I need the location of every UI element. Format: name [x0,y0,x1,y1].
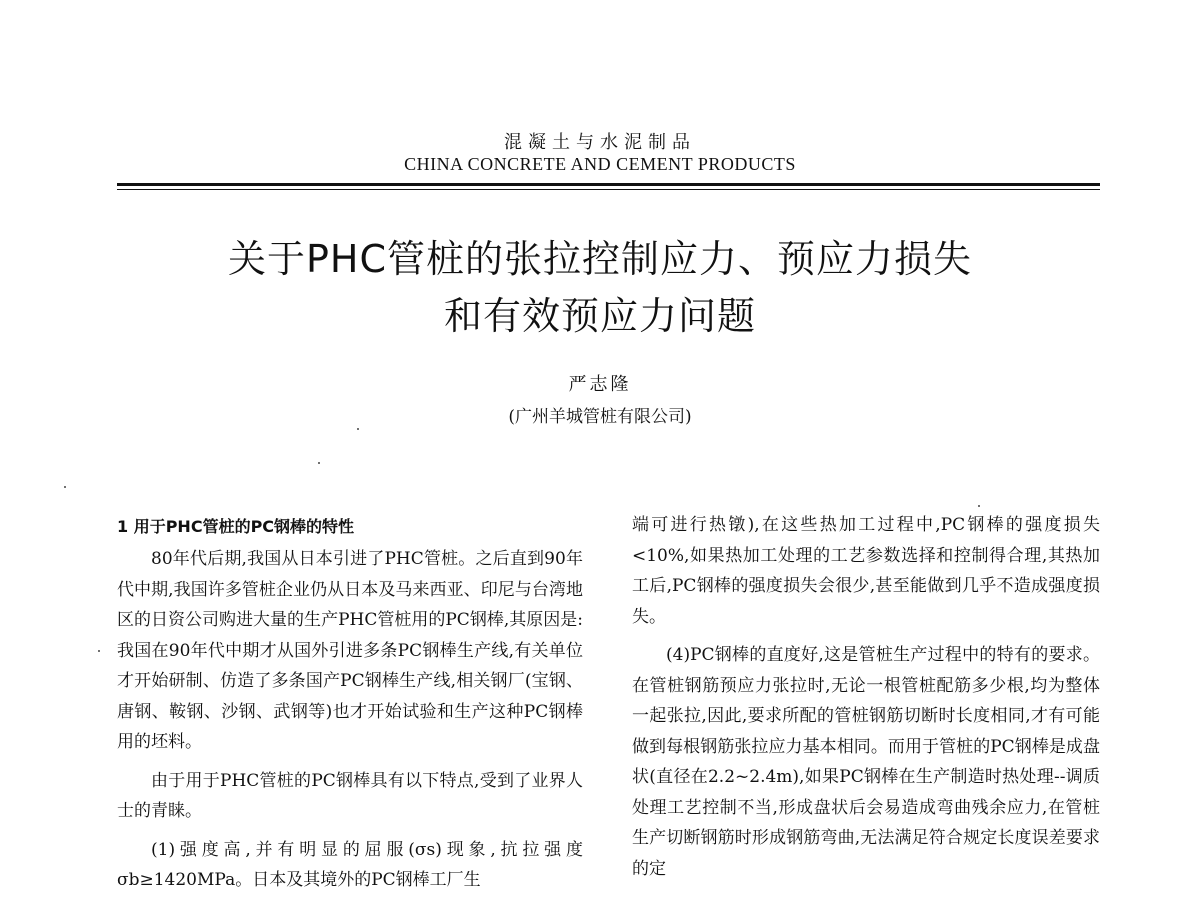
body-paragraph: (4)PC钢棒的直度好,这是管桩生产过程中的特有的要求。在管桩钢筋预应力张拉时,无论一根管桩配筋多少根,均为整体一起张拉,因此,要求所配的管桩钢筋切断时长度相同,才有可能做到每根钢筋张拉应力基本相同。而用于管桩的PC钢棒是成盘状(直径在2.2~2.4m),如果PC钢棒在生产制造时热处理--调质处理工艺控制不当,形成盘状后会易造成弯曲残余应力,在管桩生产切断钢筋时形成钢筋弯曲,无法满足符合规定长度误差要求的定 [632,645,1100,879]
scan-speck [357,428,359,430]
header-rule-thick [117,183,1100,186]
scan-speck [318,462,320,464]
paragraph-gap [632,632,1100,640]
journal-title-chinese: 混凝土与水泥制品 [504,132,696,153]
header-rule-thin [117,189,1100,190]
body-paragraph: (1)强度高,并有明显的屈服(σs)现象,抗拉强度σb≥1420MPa。日本及其境外的PC钢棒工厂生 [117,839,583,890]
journal-title-english: CHINA CONCRETE AND CEMENT PRODUCTS [404,154,796,174]
right-column [632,510,1100,884]
body-paragraph: 由于用于PHC管桩的PC钢棒具有以下特点,受到了业界人士的青睐。 [117,770,583,821]
left-column [117,510,583,896]
scan-speck [978,505,980,507]
article-title-line-1: 关于PHC管桩的张拉控制应力、预应力损失 [227,237,973,281]
author-affiliation: (广州羊城管桩有限公司) [508,407,692,427]
author-name: 严志隆 [568,374,632,395]
scan-speck [98,650,100,652]
body-paragraph: 80年代后期,我国从日本引进了PHC管桩。之后直到90年代中期,我国许多管桩企业仍从日本及马来西亚、印尼与台湾地区的日资公司购进大量的生产PHC管桩用的PC钢棒,其原因是:我国在90年代中期才从国外引进多条PC钢棒生产线,有关单位才开始研制、仿造了多条国产PC钢棒生产线,相关钢厂(宝钢、唐钢、鞍钢、沙钢、武钢等)也才开始试验和生产这种PC钢棒用的坯料。 [117,549,583,752]
paragraph-gap [117,827,583,835]
paragraph-gap [117,758,583,766]
article-title-line-2: 和有效预应力问题 [443,294,756,338]
section-heading: 1 用于PHC管桩的PC钢棒的特性 [117,517,355,536]
body-paragraph: 端可进行热镦),在这些热加工过程中,PC钢棒的强度损失<10%,如果热加工处理的工艺参数选择和控制得合理,其热加工后,PC钢棒的强度损失会很少,甚至能做到几乎不造成强度损失。 [632,515,1100,627]
scan-speck [64,486,66,488]
